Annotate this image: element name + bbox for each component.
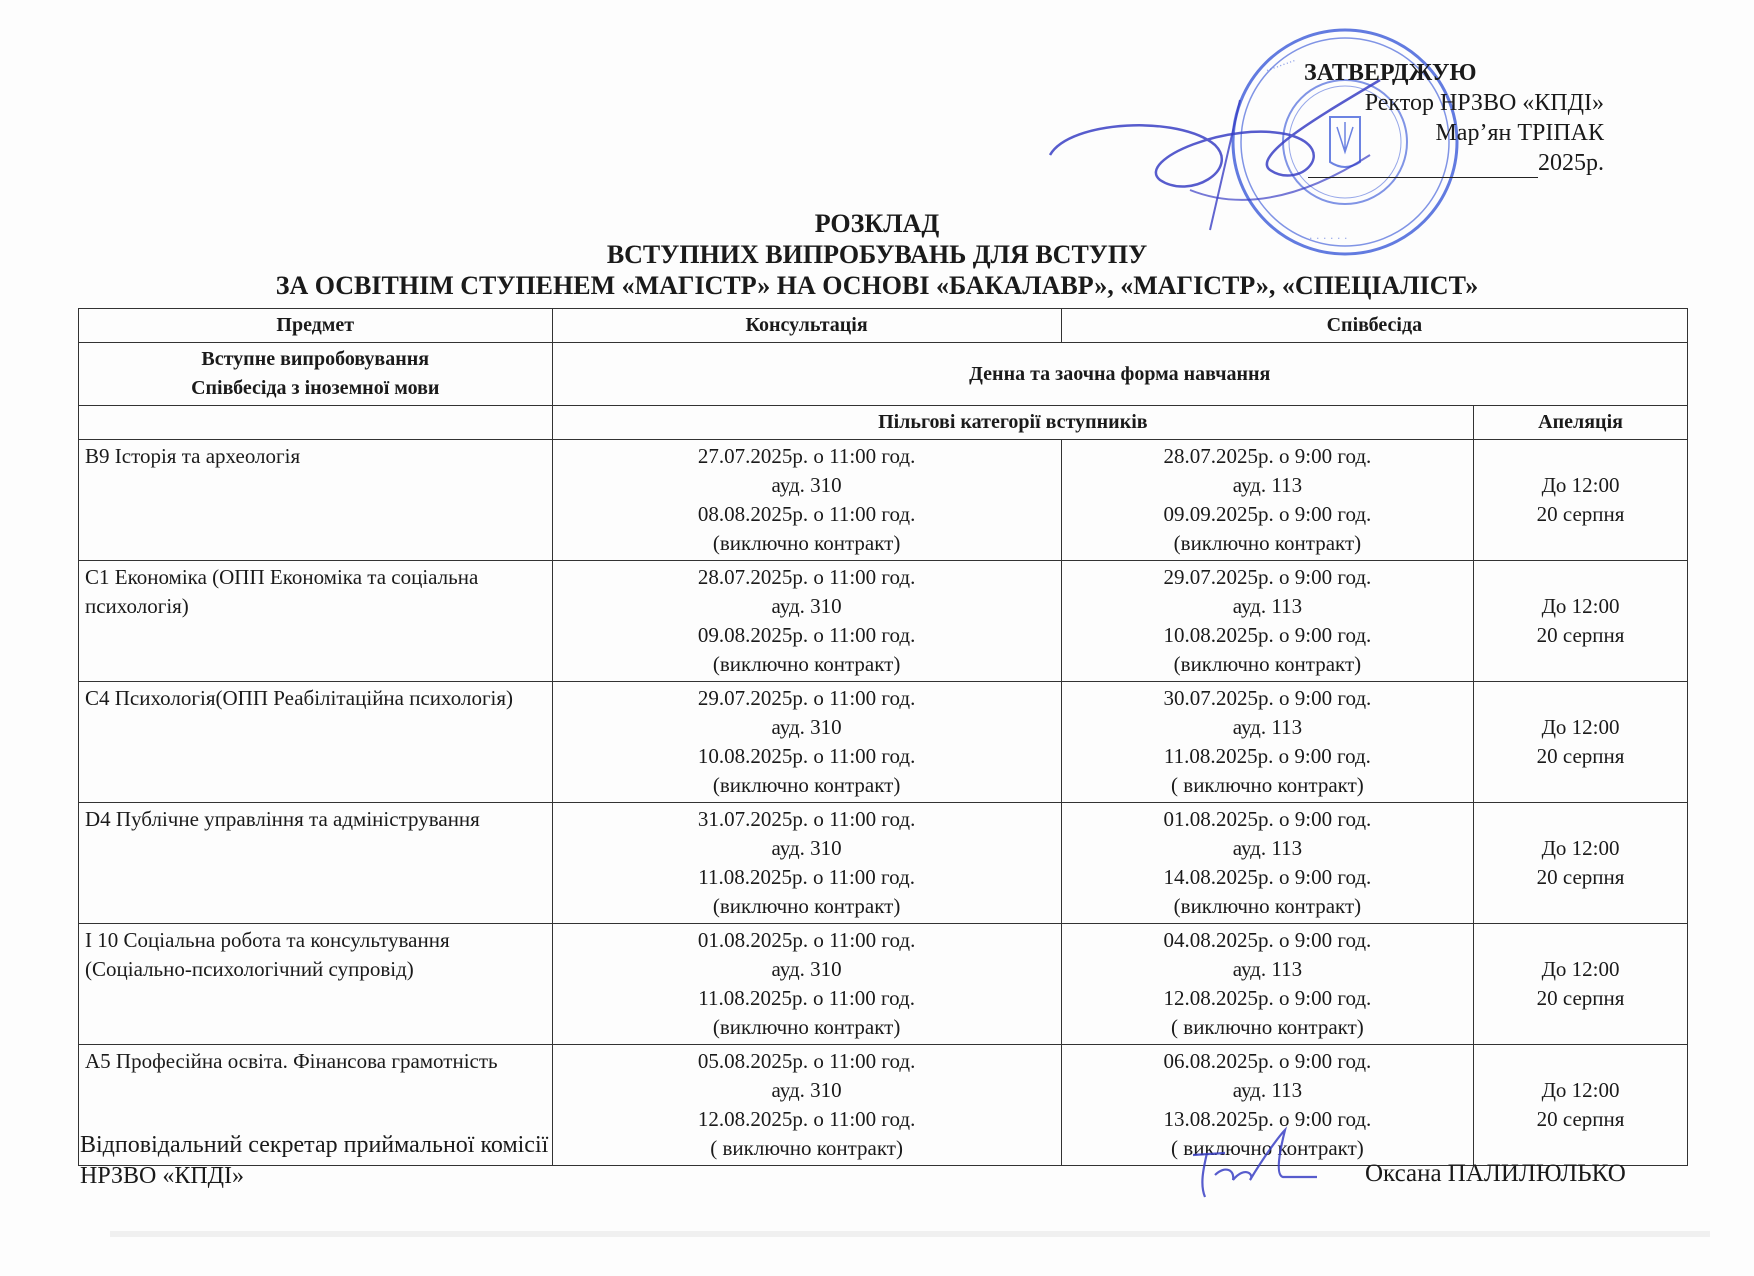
appeal-line: До 12:00: [1541, 473, 1620, 497]
approval-name: Мар’ян ТРІПАК: [1435, 120, 1604, 146]
appeal-line: 20 серпня: [1536, 986, 1625, 1010]
consultation-line: ауд. 310: [771, 594, 842, 618]
consultation-line: ауд. 310: [771, 473, 842, 497]
consultation-cell: [552, 924, 1061, 1045]
approval-heading: ЗАТВЕРДЖУЮ: [1304, 60, 1477, 86]
interview-line: 11.08.2025р. о 9:00 год.: [1163, 744, 1371, 768]
appeal-line: 20 серпня: [1536, 623, 1625, 647]
appeal-cell: [1474, 682, 1688, 803]
appeal-line: До 12:00: [1541, 1078, 1620, 1102]
interview-line: 04.08.2025р. о 9:00 год.: [1163, 928, 1372, 952]
interview-line: 10.08.2025р. о 9:00 год.: [1163, 623, 1372, 647]
interview-cell: [1061, 440, 1473, 561]
consultation-line: ауд. 310: [771, 957, 842, 981]
consultation-line: 01.08.2025р. о 11:00 год.: [697, 928, 916, 952]
interview-line: 09.09.2025р. о 9:00 год.: [1163, 502, 1372, 526]
approval-year: 2025р.: [1538, 150, 1604, 176]
consultation-line: ( виключно контракт): [710, 1136, 903, 1160]
interview-line: ауд. 113: [1232, 1078, 1303, 1102]
consultation-line: (виключно контракт): [712, 531, 901, 555]
appeal-line: 20 серпня: [1536, 1107, 1625, 1131]
interview-line: ( виключно контракт): [1171, 1015, 1364, 1039]
table-row: [79, 682, 1688, 803]
consultation-cell: [552, 682, 1061, 803]
interview-line: (виключно контракт): [1173, 894, 1362, 918]
sub-header-row: [79, 406, 1688, 440]
title-line-3: ЗА ОСВІТНІМ СТУПЕНЕМ «МАГІСТР» НА ОСНОВІ «БАКАЛАВР», «МАГІСТР», «СПЕЦІАЛІСТ»: [275, 271, 1479, 300]
appeal-line: До 12:00: [1541, 836, 1620, 860]
svg-text:·········: ·········: [1263, 54, 1298, 78]
consultation-line: (виключно контракт): [712, 773, 901, 797]
consultation-line: ауд. 310: [771, 1078, 842, 1102]
consultation-line: 09.08.2025р. о 11:00 год.: [697, 623, 916, 647]
subject-cell: В9 Історія та археологія: [79, 440, 553, 561]
subject-cell: С4 Психологія(ОПП Реабілітаційна психологія): [79, 682, 553, 803]
consultation-cell: [552, 561, 1061, 682]
table-row: [79, 803, 1688, 924]
consultation-line: (виключно контракт): [712, 1015, 901, 1039]
consultation-line: 05.08.2025р. о 11:00 год.: [697, 1049, 916, 1073]
exam-type-cell: [79, 343, 553, 406]
table-row: [79, 561, 1688, 682]
interview-line: (виключно контракт): [1173, 652, 1362, 676]
appeal-line: До 12:00: [1541, 594, 1620, 618]
appeal-cell: [1474, 924, 1688, 1045]
consultation-line: 27.07.2025р. о 11:00 год.: [697, 444, 916, 468]
exam-type-row: [79, 343, 1688, 406]
interview-line: 06.08.2025р. о 9:00 год.: [1163, 1049, 1372, 1073]
subject-cell: С1 Економіка (ОПП Економіка та соціальна психологія): [79, 561, 553, 682]
interview-line: 01.08.2025р. о 9:00 год.: [1163, 807, 1372, 831]
interview-cell: [1061, 803, 1473, 924]
appeal-line: До 12:00: [1541, 715, 1620, 739]
footer-block: [80, 1130, 548, 1192]
consultation-line: 10.08.2025р. о 11:00 год.: [697, 744, 916, 768]
date-blank-line: [1308, 153, 1538, 178]
table-row: [79, 440, 1688, 561]
interview-line: ауд. 113: [1232, 473, 1303, 497]
subject-cell: А5 Професійна освіта. Фінансова грамотність: [79, 1045, 553, 1166]
interview-cell: [1061, 924, 1473, 1045]
appeal-cell: [1474, 561, 1688, 682]
consultation-line: ауд. 310: [771, 836, 842, 860]
consultation-line: (виключно контракт): [712, 652, 901, 676]
appeal-cell: [1474, 440, 1688, 561]
title-line-1: РОЗКЛАД: [814, 209, 940, 238]
appeal-line: 20 серпня: [1536, 744, 1625, 768]
title-line-2: ВСТУПНИХ ВИПРОБУВАНЬ ДЛЯ ВСТУПУ: [606, 240, 1148, 269]
appeal-cell: [1474, 1045, 1688, 1166]
svg-text:· · · · · ·: · · · · · ·: [1309, 232, 1348, 245]
subject-cell: І 10 Соціальна робота та консультування (Соціально-психологічний супровід): [79, 924, 553, 1045]
footer-organization: НРЗВО «КПДІ»: [80, 1163, 245, 1189]
appeal-cell: [1474, 803, 1688, 924]
consultation-line: (виключно контракт): [712, 894, 901, 918]
consultation-cell: [552, 803, 1061, 924]
interview-line: (виключно контракт): [1173, 531, 1362, 555]
footer-position: Відповідальний секретар приймальної комісії: [80, 1132, 549, 1158]
interview-line: ауд. 113: [1232, 836, 1303, 860]
consultation-line: 28.07.2025р. о 11:00 год.: [697, 565, 916, 589]
interview-line: ( виключно контракт): [1171, 1136, 1364, 1160]
secretary-signature: [1185, 1125, 1325, 1205]
interview-line: ауд. 113: [1232, 957, 1303, 981]
interview-line: 14.08.2025р. о 9:00 год.: [1163, 865, 1372, 889]
consultation-line: 29.07.2025р. о 11:00 год.: [697, 686, 916, 710]
interview-cell: [1061, 682, 1473, 803]
appeal-line: До 12:00: [1541, 957, 1620, 981]
schedule-body: [79, 440, 1688, 1166]
consultation-cell: [552, 1045, 1061, 1166]
sub-header-empty: [79, 406, 553, 440]
consultation-line: 08.08.2025р. о 11:00 год.: [697, 502, 916, 526]
footer-name: Оксана ПАЛИЛЮЛЬКО: [1365, 1160, 1626, 1187]
scan-artifact: [110, 1225, 1710, 1243]
appeal-line: 20 серпня: [1536, 502, 1625, 526]
approval-block: [1184, 58, 1604, 178]
header-consultation: Консультація: [552, 309, 1061, 343]
interview-line: 29.07.2025р. о 9:00 год.: [1163, 565, 1372, 589]
exam-type-line-2: Співбесіда з іноземної мови: [191, 377, 440, 399]
interview-cell: [1061, 561, 1473, 682]
interview-line: 13.08.2025р. о 9:00 год.: [1163, 1107, 1372, 1131]
approval-date: [1184, 148, 1604, 178]
table-header-row: [79, 309, 1688, 343]
consultation-cell: [552, 440, 1061, 561]
interview-line: ауд. 113: [1232, 715, 1303, 739]
table-row: [79, 924, 1688, 1045]
interview-line: ауд. 113: [1232, 594, 1303, 618]
approval-position: Ректор НРЗВО «КПДІ»: [1364, 90, 1604, 116]
document-title: [0, 208, 1754, 301]
privileged-header: Пільгові категорії вступників: [552, 406, 1474, 440]
consultation-line: 12.08.2025р. о 11:00 год.: [697, 1107, 916, 1131]
consultation-line: ауд. 310: [771, 715, 842, 739]
subject-cell: D4 Публічне управління та адміністрування: [79, 803, 553, 924]
exam-type-line-1: Вступне випробовування: [201, 348, 430, 370]
interview-line: 30.07.2025р. о 9:00 год.: [1163, 686, 1372, 710]
header-interview: Співбесіда: [1061, 309, 1687, 343]
header-subject: Предмет: [79, 309, 553, 343]
interview-line: 28.07.2025р. о 9:00 год.: [1163, 444, 1372, 468]
study-form-cell: Денна та заочна форма навчання: [552, 343, 1687, 406]
appeal-line: 20 серпня: [1536, 865, 1625, 889]
consultation-line: 11.08.2025р. о 11:00 год.: [698, 865, 915, 889]
consultation-line: 31.07.2025р. о 11:00 год.: [697, 807, 916, 831]
appeal-header: Апеляція: [1474, 406, 1688, 440]
interview-line: ( виключно контракт): [1171, 773, 1364, 797]
schedule-table: [78, 308, 1688, 1166]
consultation-line: 11.08.2025р. о 11:00 год.: [698, 986, 915, 1010]
interview-line: 12.08.2025р. о 9:00 год.: [1163, 986, 1372, 1010]
